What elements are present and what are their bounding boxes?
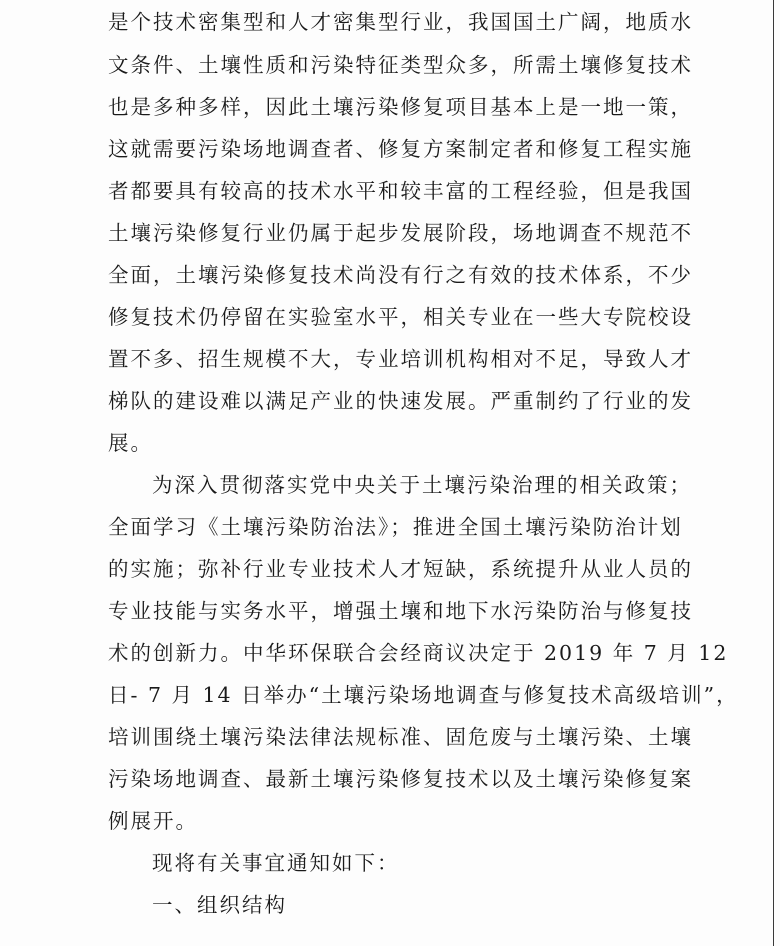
- paragraph-line: 全面学习《土壤污染防治法》；推进全国土壤污染防治计划: [108, 515, 683, 539]
- section-heading: 一、组织结构: [152, 893, 287, 917]
- paragraph-line: 者都要具有较高的技术水平和较丰富的工程经验，但是我国: [108, 179, 693, 203]
- paragraph-line: 专业技能与实务水平，增强土壤和地下水污染防治与修复技: [108, 599, 693, 623]
- paragraph-line: 也是多种多样，因此土壤污染修复项目基本上是一地一策，: [108, 95, 693, 119]
- paragraph-line: 术的创新力。中华环保联合会经商议决定于 2019 年 7 月 12: [108, 641, 729, 665]
- paragraph-line: 培训围绕土壤污染法律法规标准、固危废与土壤污染、土壤: [108, 725, 693, 749]
- paragraph-line: 污染场地调查、最新土壤污染修复技术以及土壤污染修复案: [108, 767, 693, 791]
- paragraph-line: 日- 7 月 14 日举办“土壤污染场地调查与修复技术高级培训”，: [108, 683, 739, 707]
- paragraph-line: 是个技术密集型和人才密集型行业，我国国土广阔，地质水: [108, 10, 693, 34]
- paragraph-line: 修复技术仍停留在实验室水平，相关专业在一些大专院校设: [108, 305, 693, 329]
- paragraph-line: 土壤污染修复行业仍属于起步发展阶段，场地调查不规范不: [108, 221, 693, 245]
- paragraph-line: 展。: [108, 431, 153, 455]
- paragraph-line: 梯队的建设难以满足产业的快速发展。严重制约了行业的发: [108, 389, 693, 413]
- paragraph-line: 全面，土壤污染修复技术尚没有行之有效的技术体系，不少: [108, 263, 693, 287]
- page-edge-line: [773, 0, 774, 946]
- paragraph-line: 例展开。: [108, 809, 198, 833]
- paragraph-line: 文条件、土壤性质和污染特征类型众多，所需土壤修复技术: [108, 53, 693, 77]
- paragraph-line: 的实施；弥补行业专业技术人才短缺，系统提升从业人员的: [108, 557, 693, 581]
- paragraph-line: 现将有关事宜通知如下：: [152, 851, 400, 875]
- paragraph-line: 为深入贯彻落实党中央关于土壤污染治理的相关政策；: [152, 473, 692, 497]
- paragraph-line: 这就需要污染场地调查者、修复方案制定者和修复工程实施: [108, 137, 693, 161]
- paragraph-line: 置不多、招生规模不大，专业培训机构相对不足，导致人才: [108, 347, 693, 371]
